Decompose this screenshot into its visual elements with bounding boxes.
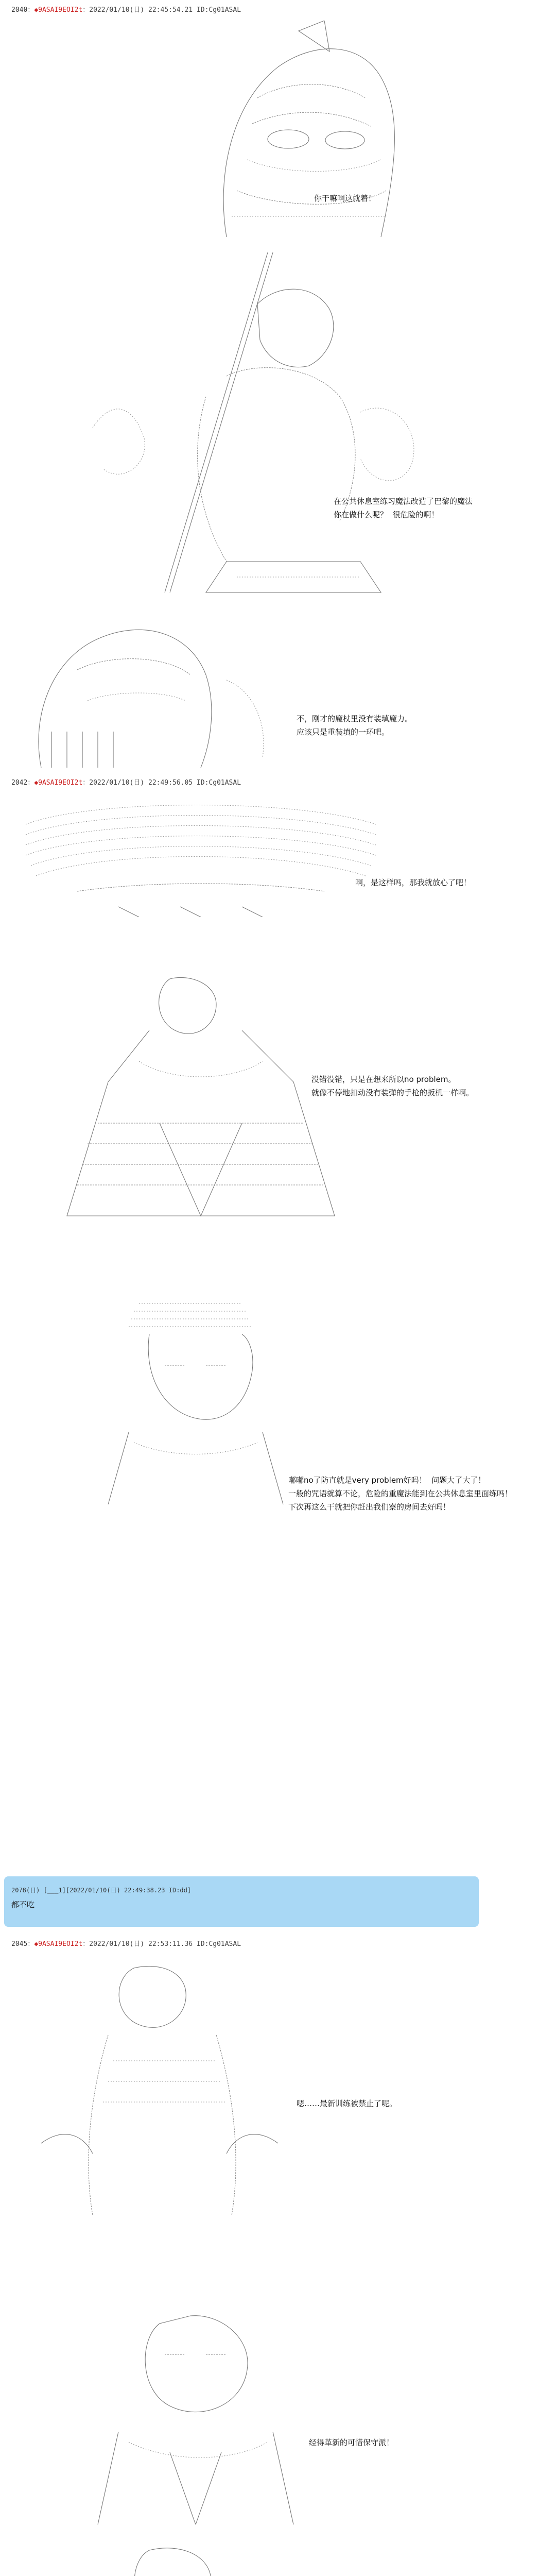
dialog-line: 你干嘛啊这就着！: [314, 194, 376, 203]
ascii-art-figure: [62, 2540, 299, 2576]
dialog-line: 不，刚才的魔杖里没有装填魔力。 应该只是重装填的一环吧。: [297, 714, 413, 737]
dialog-line: 在公共休息室练习魔法改造了巴黎的魔法 你在做什么呢？ 很危险的啊！: [334, 497, 473, 519]
post-number: 2040: [11, 6, 28, 14]
post-meta: 2022/01/10(日) 22:49:56.05 ID:Cg01ASAL: [89, 779, 241, 787]
reply-text: 都不吃: [11, 1900, 35, 1909]
reply-highlight: [4, 1876, 479, 1927]
poster-name[interactable]: ◆9ASAI9EOI2t: [34, 6, 83, 14]
post-header: 2040：◆9ASAI9EOI2t：2022/01/10(日) 22:45:54.21 ID:Cg01ASAL: [11, 6, 241, 14]
ascii-art-figure: [88, 1288, 335, 1504]
poster-name[interactable]: ◆9ASAI9EOI2t: [34, 1940, 83, 1948]
dialog-line: 啊，是这样吗，那我就放心了吧！: [355, 878, 472, 887]
post-meta: 2022/01/10(日) 22:45:54.21 ID:Cg01ASAL: [89, 6, 241, 14]
ascii-art-figure: [88, 2308, 304, 2524]
dialog-line: 嗯……最新训练被禁止了呢。: [297, 2099, 397, 2108]
post-header: 2045：◆9ASAI9EOI2t：2022/01/10(日) 22:53:11.36 ID:Cg01ASAL: [11, 1940, 241, 1948]
reply-meta: 2078(日) [___1][2022/01/10(日) 22:49:38.23 ID:dd]: [11, 1887, 192, 1894]
ascii-art-figure: [36, 969, 366, 1236]
ascii-art-figure: [72, 242, 432, 603]
dialog-line: 没错没错，只是在想来所以no problem。 就像不停地扣动没有装弹的手枪的扳机一样啊。: [311, 1075, 474, 1097]
ascii-art-figure: [31, 1958, 309, 2226]
post-number: 2042: [11, 779, 28, 787]
post-meta: 2022/01/10(日) 22:53:11.36 ID:Cg01ASAL: [89, 1940, 241, 1948]
ascii-art-figure: [15, 793, 386, 917]
dialog-line: 嘟嘟no了防直就是very problem好吗！ 问题大了大了！ 一般的咒语就算不论，危险的重魔法能到在公共休息室里面练吗！ 下次再这么干就把你赶出我们寮的房间去好吗！: [288, 1476, 513, 1512]
poster-name[interactable]: ◆9ASAI9EOI2t: [34, 779, 83, 787]
ascii-art-figure: [196, 21, 412, 237]
dialog-line: 经得革新的可惜保守派！: [309, 2438, 394, 2447]
post-number: 2045: [11, 1940, 28, 1948]
post-header: 2042：◆9ASAI9EOI2t：2022/01/10(日) 22:49:56.05 ID:Cg01ASAL: [11, 779, 241, 787]
ascii-art-figure: [10, 613, 278, 768]
